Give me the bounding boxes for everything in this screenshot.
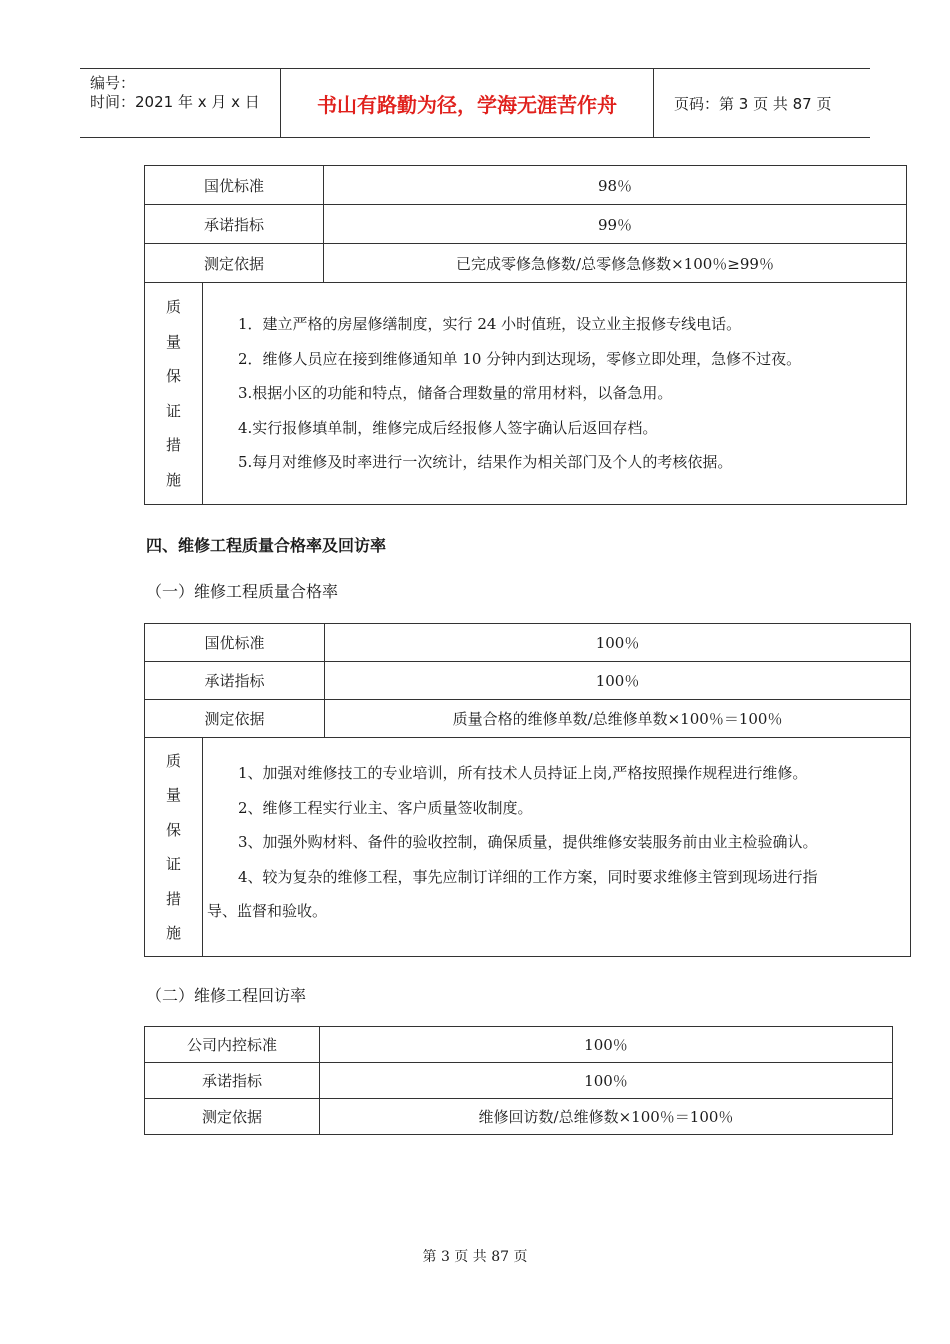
motto: 书山有路勤为径，学海无涯苦作舟 [281, 69, 654, 137]
table-row [145, 205, 907, 244]
header-meta [80, 69, 281, 137]
row-value: 质量合格的维修单数/总维修单数×100％＝100％ [325, 700, 911, 738]
table-quality [144, 623, 911, 957]
page-footer: 第 3 页 共 87 页 [422, 1249, 528, 1265]
row-value: 100％ [325, 624, 911, 662]
measure-item: 2．维修人员应在接到维修通知单 10 分钟内到达现场，零修立即处理，急修不过夜。 [238, 349, 802, 368]
measure-item: 导、监督和验收。 [207, 902, 328, 920]
table-row [145, 624, 911, 662]
measure-item: 1．建立严格的房屋修缮制度，实行 24 小时值班，设立业主报修专线电话。 [238, 315, 742, 333]
section-heading: 四、维修工程质量合格率及回访率 [146, 536, 387, 555]
table-row [145, 662, 911, 700]
row-value: 100％ [325, 662, 911, 700]
row-value: 98％ [324, 166, 907, 205]
measures-label: 质 量 保 证 措 施 [145, 283, 203, 505]
table-row [145, 244, 907, 283]
row-value: 已完成零修急修数/总零修急修数×100％≥99％ [324, 244, 907, 283]
row-value: 100％ [320, 1063, 893, 1099]
page-info [664, 69, 870, 137]
time-line: 时间：2021 年 x 月 x 日 [90, 93, 260, 111]
measure-item: 3、加强外购材料、备件的验收控制，确保质量，提供维修安装服务前由业主检验确认。 [238, 833, 818, 851]
row-label: 承诺指标 [145, 662, 325, 700]
number-label: 编号： [90, 74, 136, 92]
measures-label: 质 量 保 证 措 施 [145, 738, 203, 957]
measures-row [145, 738, 911, 957]
measure-item: 3.根据小区的功能和特点，储备合理数量的常用材料，以备急用。 [238, 384, 673, 402]
measure-item: 2、维修工程实行业主、客户质量签收制度。 [238, 798, 533, 817]
measures-row [145, 283, 907, 505]
row-label: 承诺指标 [145, 205, 324, 244]
page-header [80, 68, 870, 138]
table-timeliness [144, 165, 907, 505]
row-value: 维修回访数/总维修数×100％＝100％ [320, 1099, 893, 1135]
row-value: 99％ [324, 205, 907, 244]
measures-content [203, 283, 907, 505]
table-row [145, 166, 907, 205]
measure-item: 1、加强对维修技工的专业培训，所有技术人员持证上岗,严格按照操作规程进行维修。 [238, 764, 808, 782]
page-info-text: 页码：第 3 页 共 87 页 [674, 94, 832, 113]
row-label: 测定依据 [145, 1099, 320, 1135]
row-label: 国优标准 [145, 624, 325, 662]
row-label: 公司内控标准 [145, 1027, 320, 1063]
row-value: 100％ [320, 1027, 893, 1063]
measures-content [203, 738, 911, 957]
subsection-title: （二）维修工程回访率 [146, 986, 307, 1005]
row-label: 测定依据 [145, 700, 325, 738]
measure-item: 4.实行报修填单制，维修完成后经报修人签字确认后返回存档。 [238, 418, 658, 437]
table-row [145, 700, 911, 738]
measure-item: 5.每月对维修及时率进行一次统计，结果作为相关部门及个人的考核依据。 [238, 453, 733, 471]
table-row [145, 1027, 893, 1063]
subsection-title: （一）维修工程质量合格率 [146, 582, 339, 601]
table-callback [144, 1026, 893, 1135]
row-label: 承诺指标 [145, 1063, 320, 1099]
table-row [145, 1099, 893, 1135]
table-row [145, 1063, 893, 1099]
row-label: 测定依据 [145, 244, 324, 283]
row-label: 国优标准 [145, 166, 324, 205]
measure-item: 4、较为复杂的维修工程，事先应制订详细的工作方案，同时要求维修主管到现场进行指 [238, 867, 818, 886]
